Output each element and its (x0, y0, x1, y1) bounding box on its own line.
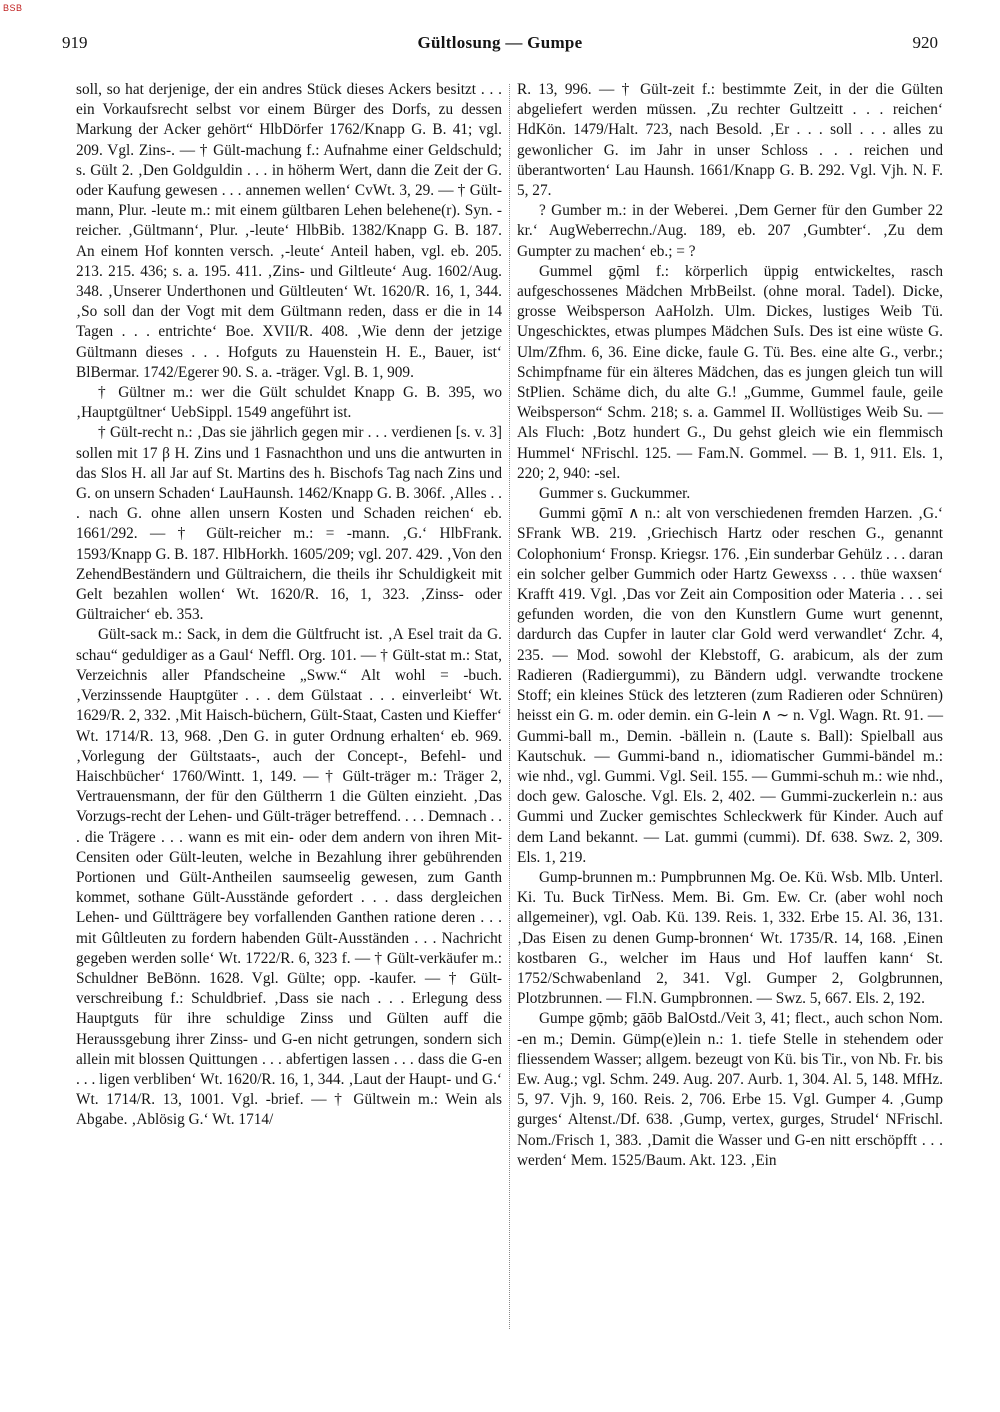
running-title: Gültlosung — Gumpe (417, 33, 583, 52)
right-column (517, 80, 943, 1171)
left-column-paragraph: † Gült-recht n.: ‚Das sie jährlich gegen mir . . . verdienen [s. v. 3] sollen mit 17 β H. Zins und 1 Fasnachthon und uns die antwurten in das Slos H. all Jar auf St. Martins des h. Bischofs Tag nach Zins und G. on unsern Schaden‘ LauHaunsh. 1462/Knapp G. B. 306f. ‚Alles . . . nach G. ohne allen unsern Kosten und Schaden reichen‘ eb. 1661/292. — † Gült-reicher m.: = -mann. ‚G.‘ HlbFrank. 1593/Knapp G. B. 187. HlbHorkh. 1605/209; vgl. 207. 429. ‚Von den ZehendBeständern und Gültraichern, die theils ihr Schuldigkeit mit Gelt bezahlen wollen‘ Wt. 1620/R. 16, 1, 323. ‚Zinss- oder Gültraicher‘ eb. 353. (76, 424, 502, 624)
left-column-paragraph: Gült-sack m.: Sack, in dem die Gültfrucht ist. ‚A Esel trait da G. schau“ geduldiger as a Gaul‘ Neffl. Org. 101. — † Gült-stat m.: Stat, Verzeichnis aller Pfandscheine „Sww.“ Alt wohl = -buch. ‚Verzinssende Hauptgüter . . . dem Gülstaat . . . einverleibt‘ Wt. 1629/R. 2, 332. ‚Mit Haisch-büchern, Gült-Staat, Casten und Kieffer‘ Wt. 1714/R. 13, 968. ‚Den G. in guter Ordnung erhalten‘ eb. 969. ‚Vorlegung der Gültstaats-, auch der Concept-, Befehl- und Haischbücher‘ 1760/Wintt. 1, 149. — † Gült-träger m.: Träger 2, Vertrauensmann, der für den Gültherrn 1 die Gülten einzieht. ‚Das Vorzugs-recht der Lehen- und Gült-träger betreffend. . . . Demnach . . . die Trägere . . . wann es mit ein- oder dem andern von ihren Mit-Censiten oder Gült-leuten, welche in Bezahlung ihrer gebührenden Portionen und Gült-Antheilen saumseelig gewesen, zum Ganth kommet, sothane Gült-Ausstände gefordert . . . dass dergleichen Lehen- und Gültträgere bey vorfallenden Ganthen ratione deren . . . mit Gûltleuten zu fordern habenden Gült-Ausständen . . . Nachricht gegeben werden solle‘ Wt. 1722/R. 6, 323 f. — † Gült-verkäufer m.: Schuldner BeBönn. 1628. Vgl. Gülte; opp. -kaufer. — † Gült-verschreibung f.: Schuldbrief. ‚Dass sie nach . . . Erlegung dess Hauptguts für ihre schuldige Zinss und Gülten auff die Heraussgebung ihrer Zinss- und G-en nicht getrungen, sondern sich allein mit blossen Quittungen . . . abfertigen lassen . . . dass die G-en . . . ligen verbliben‘ Wt. 1620/R. 16, 1, 344. ‚Laut der Haupt- und G.‘ Wt. 1714/R. 13, 1001. Vgl. -brief. — † Gültwein m.: Wein als Abgabe. ‚Ablösig G.‘ Wt. 1714/ (76, 626, 502, 1129)
column-divider (509, 84, 510, 1329)
right-column-paragraph: R. 13, 996. — † Gült-zeit f.: bestimmte Zeit, in der die Gülten abgeliefert werden müssen. ‚Zu rechter Gultzeitt . . . reichen‘ HdKön. 1479/Halt. 723, nach Besold. ‚Er . . . soll . . . alles zu gewonlicher G. im Jahr in unser Schloss . . . reichen und überantworten‘ Lau Haunsh. 1661/Knapp G. B. 292. Vgl. Vjh. N. F. 5, 27. (517, 81, 943, 200)
left-column-paragraph: soll, so hat derjenige, der ein andres Stück dieses Ackers besitzt . . . ein Vorkaufsrecht selbst vor einem Bürger des Dorfs, zu dessen Markung der Acker gehört“ HlbDörfer 1762/Knapp G. B. 41; vgl. 209. Vgl. Zins-. — † Gült-machung f.: Aufnahme einer Geldschuld; s. Gült 2. ‚Den Goldguldin . . . in höherm Wert, dann die Zeit der G. oder Kaufung gewesen . . . annemen wellen‘ CvWt. 3, 29. — † Gült-mann, Plur. -leute m.: mit einem gültbaren Lehen belehene(r). Syn. -reicher. ‚Gültmann‘, Plur. ‚-leute‘ HlbBib. 1382/Knapp G. B. 187. An einem Hof konnten versch. ‚-leute‘ Anteil haben, vgl. eb. 205. 213. 215. 436; s. a. 195. 411. ‚Zins- und Giltleute‘ Aug. 1602/Aug. 348. ‚Unserer Underthonen und Gültleuten‘ Wt. 1620/R. 16, 1, 344. ‚So soll dan der Vogt mit dem Gültmann reden, dass er die in 14 Tagen . . . entrichte‘ Boe. XVII/R. 408. ‚Wie denn der jetzige Gültmann dieses . . . Hofguts zu Hauenstein H. E., Bauer, ist‘ BlBermar. 1742/Egerer 90. S. a. -träger. Vgl. B. 1, 909. (76, 81, 502, 381)
left-column-paragraph: † Gültner m.: wer die Gült schuldet Knapp G. B. 395, wo ‚Hauptgültner‘ UebSippl. 1549 angeführt ist. (76, 384, 502, 422)
left-column (76, 80, 502, 1131)
right-column-paragraph: Gump-brunnen m.: Pumpbrunnen Mg. Oe. Kü. Wsb. Mlb. Unterl. Ki. Tu. Buck TirNess. Mem. Bi. Gm. Ew. Cr. (aber wohl noch allgemeiner), vgl. Oab. Kü. 139. Reis. 1, 332. Erbe 15. Al. 36, 131. ‚Das Eisen zu denen Gump-bronnen‘ Wt. 1735/R. 14, 168. ‚Einen kostbaren G., welcher im Haus und Hof lauffen kann‘ St. 1752/Schwabenland 2, 341. Vgl. Gumper 2, Golgbrunnen, Plotzbrunnen. — Fl.N. Gumpbronnen. — Swz. 5, 667. Els. 2, 192. (517, 868, 943, 1008)
page-number-right: 920 (912, 33, 938, 52)
right-column-paragraph: ? Gumber m.: in der Weberei. ‚Dem Gerner für den Gumber 22 kr.‘ AugWeberrechn./Aug. 189, eb. 207 ‚Gumbter‘. ‚Zu dem Gumpter zu machen‘ eb.; = ? (517, 202, 943, 260)
page-number-left: 919 (62, 33, 88, 52)
right-column-paragraph: Gumpe gǭmb; gāōb BalOstd./Veit 3, 41; flect., auch schon Nom. -en m.; Demin. Gümp(e)lein n.: 1. tiefe Stelle in stehendem oder fliessendem Wasser; allgem. bezeugt von Kü. bis Tir., von Nb. Fr. bis Ew. Aug.; vgl. Schm. 249. Aug. 207. Aurb. 1, 304. Al. 5, 148. MfHz. 5, 97. Vjh. 9, 160. Reis. 2, 706. Erbe 15. Vgl. Gumper 4. ‚Gump gurges‘ Altenst./Df. 638. ‚Gump, vertex, gurges, Strudel‘ NFrischl. Nom./Frisch 1, 383. ‚Damit die Wasser und G-en nitt erschöpfft . . . werden‘ Mem. 1525/Baum. Akt. 123. ‚Ein (517, 1010, 943, 1169)
library-stamp: BSB (3, 3, 23, 13)
right-column-paragraph: Gummi gǭmī ∧ n.: alt von verschiedenen fremden Harzen. ‚G.‘ SFrank WB. 219. ‚Griechisch Hartz oder reschen G., genannt Colophonium‘ Fronsp. Kriegsr. 176. ‚Ein sunderbar Gehülz . . . daran ein solcher gelber Gummich oder Hartz Gewexss . . . thüe waxsen‘ Krafft 419. Vgl. ‚Das vor Zeit ain Composition oder Materia . . . sei gefunden worden, die von den Kunstlern Gume wurt genennt, dardurch das Cupfer in lauter clar Gold werd verwandlet‘ Zchr. 4, 235. — Mod. sowohl der Klebstoff, G. arabicum, als der zum Radieren (Radiergummi), zu Bändern udgl. verwandte trockene Stoff; ein kleines Stück des letzteren (zum Radieren oder Schnüren) heisst ein G. m. oder demin. ein G-lein ∧ ∼ n. Vgl. Wagn. Rt. 91. — Gummi-ball m., Demin. -bällein n. (Laute s. Ball): Spielball aus Kautschuk. — Gummi-band n., idiomatischer Gummi-bändel m.: wie nhd., vgl. Gummi. Vgl. Seil. 155. — Gummi-schuh m.: wie nhd., doch gew. Galosche. Vgl. Els. 2, 402. — Gummi-zuckerlein n.: aus Gummi und Zucker gemischtes Schleckwerk für Kinder. Auch auf dem Land bekannt. — Lat. gummi (cummi). Df. 638. Swz. 2, 309. Els. 1, 219. (517, 505, 943, 866)
right-column-paragraph: Gummer s. Guckummer. (539, 485, 691, 503)
right-column-paragraph: Gummel gǭml f.: körperlich üppig entwickeltes, rasch aufgeschossenes Mädchen MrbBeilst. (ohne moral. Tadel). Dicke, grosse Weibsperson AaHolzh. Ulm. Dickes, lustiges Weib Tü. Ungeschicktes, etwas plumpes Mädchen SuIs. Des ist eine wüste G. Ulm/Zfhm. 6, 36. Eine dicke, faule G. Tü. Bes. eine alte G., verbr.; Schimpfname für ein älteres Mädchen, das es jungen gleich tun will StPlien. Schäme dich, du alte G.! „Gumme, Gummel faule, geile Weibsperson“ Schm. 218; s. a. Gammel II. Wollüstiges Weib Su. — Als Fluch: ‚Botz hundert G., Du gehst gleich wie ein flemmisch Hummel‘ NFrischl. 125. — Fam.N. Gommel. — B. 1, 911. Els. 1, 220; 2, 940: -sel. (517, 262, 943, 482)
